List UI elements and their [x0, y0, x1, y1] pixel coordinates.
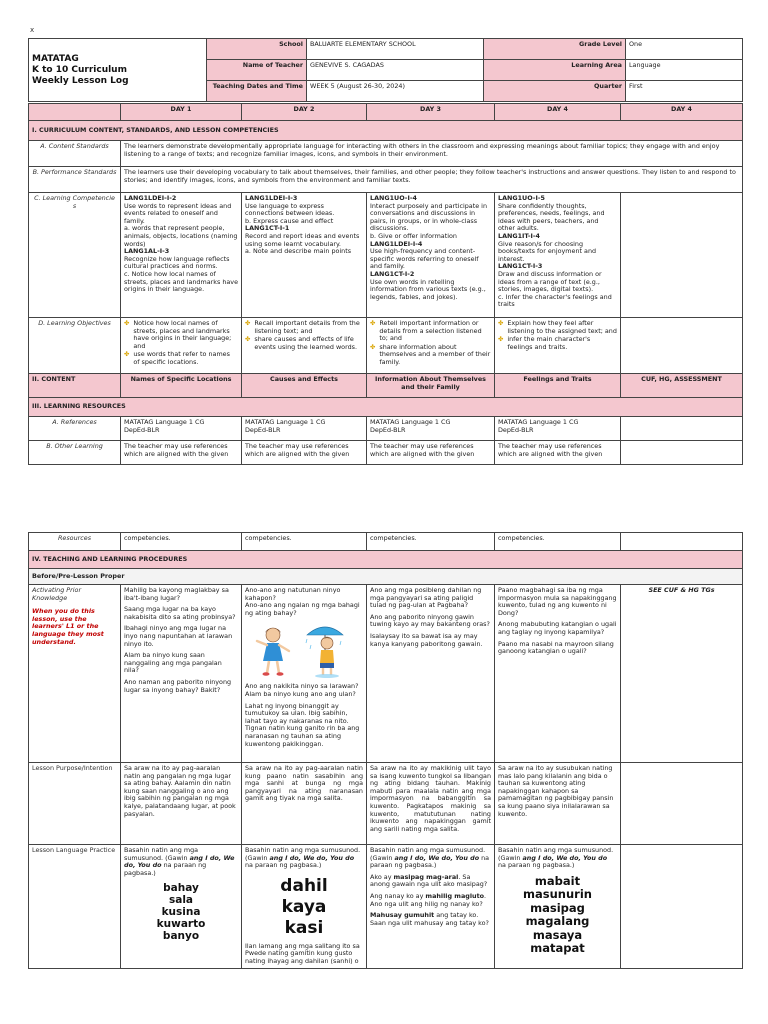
- section-procedures: IV. TEACHING AND LEARNING PROCEDURES: [29, 551, 743, 569]
- objective-item: [124, 351, 238, 366]
- prompt-text: Saang mga lugar na ba kayo nakabisita dito sa ating probinsya?: [124, 605, 236, 621]
- resources-day5: [621, 533, 743, 551]
- references-day1: MATATAG Language 1 CG DepEd-BLR: [121, 417, 242, 441]
- content-topic: Information About Themselves and their Family: [367, 374, 495, 398]
- corner-mark: x: [30, 26, 35, 34]
- references-day4: MATATAG Language 1 CG DepEd-BLR: [495, 417, 621, 441]
- competency-text: Use high-frequency and content-specific words referring to oneself and family.: [370, 247, 479, 271]
- vocab-word: kaya: [281, 896, 327, 917]
- quarter-label: Quarter: [484, 81, 626, 102]
- area-value: Language: [626, 60, 743, 81]
- practice-sentence: Mahusay gumuhit ang tatay ko. Saan nga ulit mahusay ang tatay ko?: [370, 911, 489, 927]
- objectives-label: D. Learning Objectives: [29, 318, 121, 374]
- content-standards-label: A. Content Standards: [29, 141, 121, 167]
- dates-value: WEEK 5 (August 26-30, 2024): [307, 81, 484, 102]
- objective-text: Recall important details from the listening text; and: [254, 319, 360, 335]
- day-header-blank: [29, 104, 121, 121]
- title-line: Weekly Lesson Log: [32, 75, 129, 86]
- practice-day2: [242, 845, 367, 969]
- star-bullet-icon: ✤: [370, 342, 376, 351]
- purpose-day5: [621, 763, 743, 845]
- content-label: II. CONTENT: [29, 374, 121, 398]
- prompt-text: Ano ang paborito ninyong gawin tuwing kayo ay may bakanteng oras?: [370, 612, 490, 629]
- prompt-text: Isalaysay ito sa bawat isa ay may kanya kanyang paboritong gawain.: [370, 631, 483, 648]
- practice-label: Lesson Language Practice: [29, 845, 121, 969]
- day-header: DAY 3: [367, 104, 495, 121]
- objective-item: [370, 320, 491, 343]
- resources-day1: competencies.: [121, 533, 242, 551]
- activating-day5: SEE CUF & HG TGs: [621, 585, 743, 763]
- before-lesson-header: Before/Pre-Lesson Proper: [29, 569, 743, 585]
- star-bullet-icon: ✤: [498, 319, 504, 327]
- practice-day5: [621, 845, 743, 969]
- prompt-text: Lahat ng inyong binanggit ay tumutukoy sa ulan. Ibig sabihin, lahat tayo ay nakaranas na nito. Tignan natin kung ganito rin ba ang naranasan ng tauhan sa ating kuwentong pakikinggan.: [245, 701, 360, 748]
- competency-code: LANG1LDEI-I-4: [370, 239, 423, 248]
- other-learning-day1: The teacher may use references which are aligned with the given: [121, 441, 242, 465]
- grade-value: One: [626, 39, 743, 60]
- purpose-label: Lesson Purpose/Intention: [29, 763, 121, 845]
- vocab-word: bahay: [163, 882, 199, 895]
- practice-instructions: Basahin natin ang mga sumusunod. (Gawin ang I do, We do, You do na paraan ng pagbasa.): [498, 846, 614, 870]
- competency-code: LANG1CT-I-2: [370, 269, 415, 278]
- vocab-word: dahil: [280, 875, 328, 896]
- log-title: [29, 39, 207, 102]
- objective-text: Explain how they feel after listening to the assigned text; and: [507, 319, 617, 335]
- dates-label: Teaching Dates and Time: [207, 81, 307, 102]
- lower-lesson-table: [28, 532, 743, 969]
- girl-figure: [257, 628, 289, 676]
- content-topic: Names of Specific Locations: [121, 374, 242, 398]
- competency-code: LANG1LDEI-I-3: [245, 194, 298, 202]
- competency-text: Draw and discuss information or ideas from a range of text (e.g., stories, images, digital texts). c. Infer the character's feelings and traits: [498, 269, 612, 309]
- grade-label: Grade Level: [484, 39, 626, 60]
- competency-code: LANG1CT-I-1: [245, 224, 290, 233]
- practice-sentence: Ako ay masipag mag-aral. Sa anong gawain nga ulit ako masipag?: [370, 872, 488, 889]
- activating-day3: [367, 585, 495, 763]
- references-day3: MATATAG Language 1 CG DepEd-BLR: [367, 417, 495, 441]
- performance-standards-text: The learners use their developing vocabulary to talk about themselves, their families, and other people; they follow teacher's instructions and answer questions. They listen to and respond to stories; and identify images, icons, and symbols from the environment and familiar texts.: [121, 167, 743, 193]
- competency-code: LANG1LDEI-I-2: [124, 194, 177, 202]
- vocab-word: banyo: [162, 930, 200, 943]
- resources-day2: competencies.: [242, 533, 367, 551]
- purpose-day1: Sa araw na ito ay pag-aaralan natin ang pangalan ng mga lugar sa ating bahay. Aalamin din natin kung saan nanggaling o ano ang ibig sabihin ng pangalan ng mga kalye, palatandaang lugar, at pook pasyalan.: [121, 763, 242, 845]
- objective-text: use words that refer to names of specific locations.: [133, 350, 230, 366]
- prompt-text: Ano ang nakikita ninyo sa larawan? Alam ba ninyo kung ano ang ulan?: [245, 682, 359, 698]
- other-learning-day2: The teacher may use references which are aligned with the given: [242, 441, 367, 465]
- practice-sentence: Ang nanay ko ay mahilig magluto. Ano nga ulit ang hilig ng nanay ko?: [370, 891, 487, 908]
- practice-instructions: Basahin natin ang mga sumusunod. (Gawin ang I do, We do, You do na paraan ng pagbasa.): [245, 846, 361, 870]
- vocab-word: sala: [168, 894, 194, 907]
- other-learning-day5: [621, 441, 743, 465]
- day-header: DAY 4: [495, 104, 621, 121]
- vocab-word: mabait: [534, 873, 581, 888]
- other-learning-label: B. Other Learning: [29, 441, 121, 465]
- objective-text: share causes and effects of life events using the learned words.: [254, 335, 358, 351]
- content-topic: CUF, HG, ASSESSMENT: [621, 374, 743, 398]
- day-header: DAY 2: [242, 104, 367, 121]
- content-topic: Feelings and Traits: [495, 374, 621, 398]
- prompt-text: Ano ang mga posibleng dahilan ng mga pangyayari sa ating paligid tulad ng pag-ulan at Pagbaha?: [370, 586, 482, 610]
- references-day2: MATATAG Language 1 CG DepEd-BLR: [242, 417, 367, 441]
- vocab-word: magalang: [525, 914, 590, 929]
- activating-day4: [495, 585, 621, 763]
- competency-code: LANG1AL-I-3: [124, 247, 170, 256]
- prompt-text: Alam ba ninyo kung saan nanggaling ang mga pangalan nila?: [124, 651, 222, 675]
- competency-text: Give reason/s for choosing books/texts for enjoyment and interest.: [498, 239, 597, 263]
- objective-text: share information about themselves and a member of their family.: [379, 342, 491, 366]
- objective-text: infer the main character's feelings and traits.: [507, 335, 591, 351]
- objectives-day1: [121, 318, 242, 374]
- language-note: When you do this lesson, use the learners' L1 or the language they most understand.: [32, 607, 104, 646]
- resources-day4: competencies.: [495, 533, 621, 551]
- prompt-text: Ano naman ang paborito ninyong lugar sa inyong bahay? Bakit?: [124, 677, 232, 694]
- activating-label-cell: [29, 585, 121, 763]
- objective-item: [498, 320, 617, 335]
- vocab-word: masipag: [530, 900, 585, 915]
- prompt-text: Ano-ano ang ngalan ng mga bahagi ng ating bahay?: [245, 601, 360, 617]
- objectives-day3: [367, 318, 495, 374]
- school-label: School: [207, 39, 307, 60]
- performance-standards-label: B. Performance Standards: [29, 167, 121, 193]
- vocab-word: kuwarto: [156, 918, 206, 931]
- purpose-day2: Sa araw na ito ay pag-aaralan natin kung paano natin sasabihin ang mga sanhi at bunga ng mga pangyayari na ating naranasan gamit ang tiyak na mga salita.: [242, 763, 367, 845]
- teacher-label: Name of Teacher: [207, 60, 307, 81]
- competency-text: Share confidently thoughts, preferences, needs, feelings, and ideas with peers, teachers, and other adults.: [498, 201, 605, 233]
- objectives-day5: [621, 318, 743, 374]
- content-standards-text: The learners demonstrate developmentally appropriate language for interacting with others in the classroom and expressing meanings about familiar topics; they engage with and enjoy listening to a range of texts; and recognize familiar images, icons, and symbols in their environment.: [121, 141, 743, 167]
- star-bullet-icon: ✤: [245, 335, 251, 344]
- section-curriculum: I. CURRICULUM CONTENT, STANDARDS, AND LESSON COMPETENCIES: [29, 121, 743, 141]
- competency-code: LANG1IT-I-4: [498, 231, 540, 240]
- practice-day3: [367, 845, 495, 969]
- star-bullet-icon: ✤: [370, 319, 376, 327]
- objective-item: [370, 344, 491, 367]
- practice-note: Ilan lamang ang mga salitang ito sa Pwede nating gamitin kung gusto nating ihayag ang dahilan (sanhi) o: [245, 941, 360, 965]
- title-line: K to 10 Curriculum: [32, 64, 127, 75]
- prompt-text: Mahilig ba kayong maglakbay sa iba't-ibang lugar?: [124, 586, 229, 602]
- star-bullet-icon: ✤: [124, 350, 130, 359]
- teacher-value: GENEVIVE S. CAGADAS: [307, 60, 484, 81]
- competency-text: Use words to represent ideas and events related to oneself and family. a. words that represent people, animals, objects, locations (naming words): [124, 201, 238, 248]
- area-label: Learning Area: [484, 60, 626, 81]
- activating-day1: [121, 585, 242, 763]
- objectives-day2: [242, 318, 367, 374]
- competency-code: LANG1UO-I-4: [370, 194, 417, 202]
- references-label: A. References: [29, 417, 121, 441]
- competency-text: Record and report ideas and events using some learnt vocabulary. a. Note and describe main points: [245, 231, 360, 256]
- objectives-day4: [495, 318, 621, 374]
- purpose-day3: Sa araw na ito ay makikinig ulit tayo sa isang kuwento tungkol sa libangan ng ating bidang tauhan. Makinig mabuti para maalala natin ang mga impormasyon na babanggitin sa kuwento. Pagkatapos makinig sa kuwento, matututunan nating ikuwento ang napakinggan gamit ang sarili nating mga salita.: [367, 763, 495, 845]
- competency-code: LANG1CT-I-3: [498, 262, 543, 271]
- competency-text: Use language to express connections between ideas. b. Express cause and effect: [245, 201, 335, 225]
- competency-code: LANG1UO-I-5: [498, 194, 545, 202]
- header-table: [28, 38, 743, 102]
- star-bullet-icon: ✤: [498, 335, 504, 344]
- star-bullet-icon: ✤: [245, 319, 251, 327]
- prompt-text: Ibahagi ninyo ang mga lugar na inyo nang napuntahan at larawan ninyo ito.: [124, 624, 233, 648]
- star-bullet-icon: ✤: [124, 319, 130, 327]
- day-header: DAY 4: [621, 104, 743, 121]
- prompt-text: Ano-ano ang natutunan ninyo kahapon?: [245, 586, 341, 602]
- prompt-text: Paano ma nasabi na mayroon silang ganoong katangian o ugali?: [498, 639, 614, 656]
- competencies-day5: [621, 193, 743, 318]
- activating-label: Activating Prior Knowledge: [32, 586, 82, 602]
- vocab-word: kasi: [284, 917, 324, 938]
- resources-label: Resources: [29, 533, 121, 551]
- references-day5: [621, 417, 743, 441]
- activating-day2: [242, 585, 367, 763]
- competencies-day3: [367, 193, 495, 318]
- quarter-value: First: [626, 81, 743, 102]
- competency-text: Use own words in retelling information from various texts (e.g., legends, fables, and jokes).: [370, 277, 486, 301]
- upper-lesson-table: [28, 103, 743, 465]
- competencies-day2: [242, 193, 367, 318]
- other-learning-day3: The teacher may use references which are aligned with the given: [367, 441, 495, 465]
- prompt-text: Paano magbahagi sa iba ng mga impormasyon mula sa napakinggang kuwento, tulad ng ang kuwento ni Dong?: [498, 586, 617, 617]
- competency-text: Recognize how language reflects cultural practices and norms. c. Notice how local names of streets, places and landmarks have origins in their language.: [124, 254, 239, 294]
- section-learning-resources: III. LEARNING RESOURCES: [29, 398, 743, 417]
- practice-day1: [121, 845, 242, 969]
- practice-day4: [495, 845, 621, 969]
- practice-instructions: Basahin natin ang mga sumusunod. (Gawin ang I do, We do, You do na paraan ng pagbasa.): [124, 846, 235, 877]
- resources-day3: competencies.: [367, 533, 495, 551]
- vocab-word: masaya: [532, 927, 583, 942]
- practice-instructions: Basahin natin ang mga sumusunod. (Gawin ang I do, We do, You do na paraan ng pagbasa.): [370, 846, 490, 870]
- competencies-label: C. Learning Competencie s: [29, 193, 121, 318]
- purpose-day4: Sa araw na ito ay susubukan nating mas lalo pang kilalanin ang bida o tauhan sa kuwentong ating napakinggan kahapon sa pamamagitan ng pagbibigay pansin sa kung paano siya inilalarawan sa kuwento.: [495, 763, 621, 845]
- objective-item: [245, 320, 363, 335]
- rain-kids-illustration: [245, 621, 357, 679]
- objective-text: Notice how local names of streets, places and landmarks have origins in their language; and: [133, 319, 232, 350]
- competencies-day4: [495, 193, 621, 318]
- objective-item: [124, 320, 238, 350]
- boy-with-umbrella-figure: [306, 627, 343, 678]
- competency-text: Interact purposely and participate in conversations and discussions in pairs, in groups, or in whole-class discussions. b. Give or offer information: [370, 201, 488, 240]
- day-header: DAY 1: [121, 104, 242, 121]
- prompt-text: Anong mabubuting katangian o ugali ang taglay ng inyong kapamilya?: [498, 620, 617, 636]
- content-topic: Causes and Effects: [242, 374, 367, 398]
- school-value: BALUARTE ELEMENTARY SCHOOL: [307, 39, 484, 60]
- objective-text: Retell important information or details from a selection listened to; and: [379, 319, 482, 343]
- objective-item: [498, 336, 617, 351]
- competencies-day1: [121, 193, 242, 318]
- other-learning-day4: The teacher may use references which are aligned with the given: [495, 441, 621, 465]
- vocab-word: masunurin: [523, 887, 592, 902]
- vocab-word: kusina: [161, 906, 201, 919]
- objective-item: [245, 336, 363, 351]
- title-line: MATATAG: [32, 53, 79, 64]
- vocab-word: matapat: [530, 941, 585, 956]
